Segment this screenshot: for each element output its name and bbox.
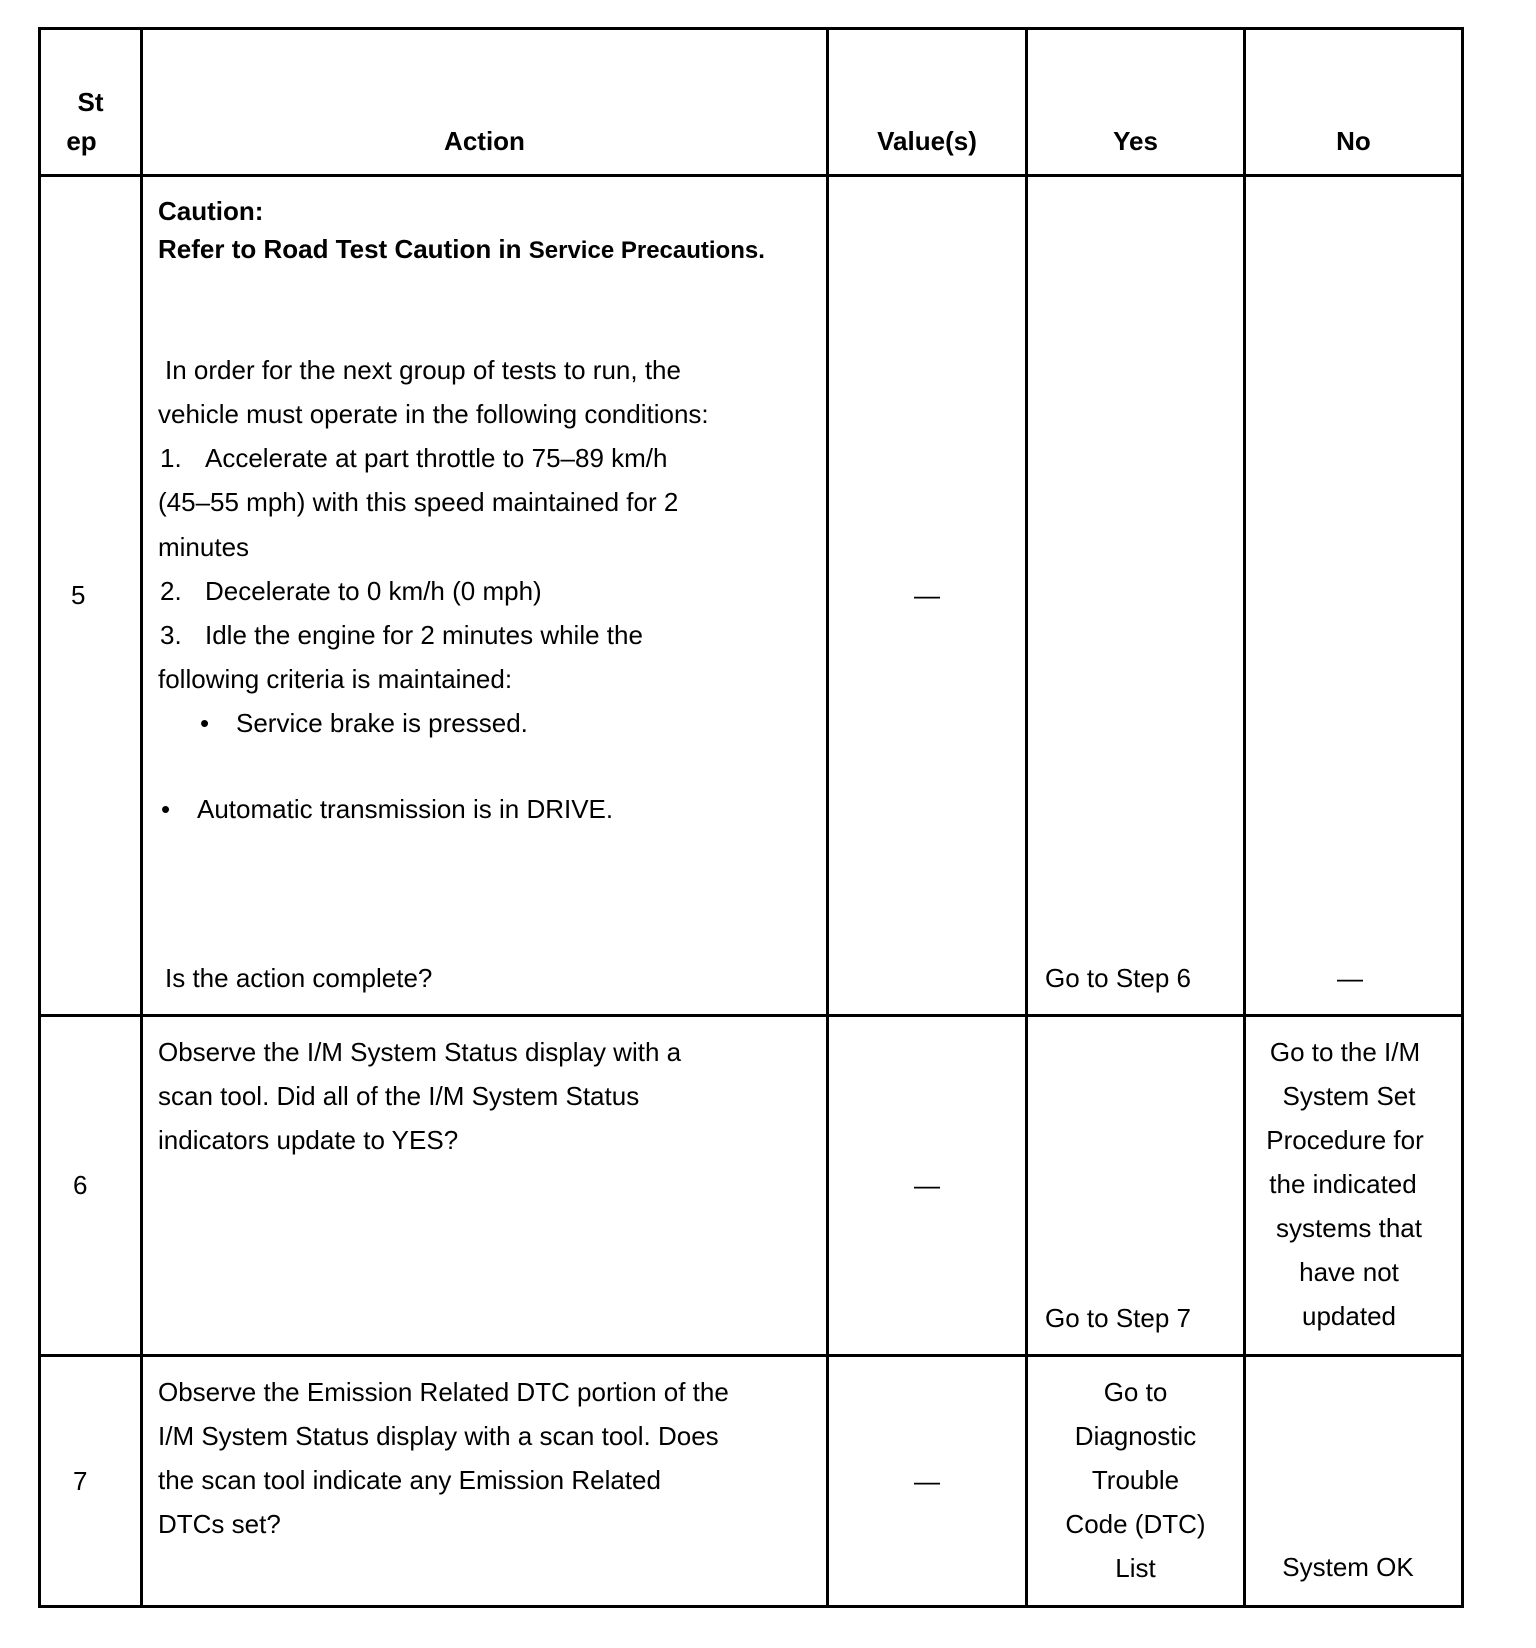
list-item-number: 3. <box>160 620 182 650</box>
no-result-line: the indicated <box>1269 1169 1417 1199</box>
yes-result-line: List <box>1115 1553 1156 1583</box>
column-divider-yes <box>1243 27 1246 1608</box>
intro-line-1: In order for the next group of tests to run, the <box>165 355 681 385</box>
header-step-line2: ep <box>66 126 97 156</box>
list-item-text: Idle the engine for 2 minutes while the <box>205 620 643 650</box>
action-line: DTCs set? <box>158 1509 281 1539</box>
no-result-line: systems that <box>1276 1213 1422 1243</box>
no-result-line: System Set <box>1282 1081 1416 1111</box>
column-divider-step <box>140 27 143 1608</box>
step-number: 6 <box>73 1170 88 1200</box>
row-5-bottom-border <box>38 1014 1464 1017</box>
yes-result: Go to Step 6 <box>1045 963 1191 993</box>
header-action: Action <box>444 126 525 156</box>
list-item-text: Decelerate to 0 km/h (0 mph) <box>205 576 542 606</box>
yes-result-line: Trouble <box>1091 1465 1180 1495</box>
step-number: 7 <box>73 1466 88 1496</box>
bullet-glyph: • <box>161 794 171 824</box>
caution-title: Caution: <box>158 196 264 226</box>
row-6-bottom-border <box>38 1354 1464 1357</box>
value-dash: — <box>914 1466 940 1496</box>
value-dash: — <box>914 580 940 610</box>
header-no: No <box>1336 126 1371 156</box>
yes-result-line: Diagnostic <box>1074 1421 1197 1451</box>
question-text: Is the action complete? <box>165 963 433 993</box>
step-number: 5 <box>71 580 86 610</box>
caution-text-a: Refer to Road Test Caution in <box>158 234 522 264</box>
list-item-number: 1. <box>160 443 182 473</box>
header-bottom-border <box>38 174 1464 177</box>
action-text <box>158 1030 681 1162</box>
no-result-line: have not <box>1299 1257 1399 1287</box>
bullet-glyph: • <box>200 708 210 738</box>
no-result <box>1246 1030 1456 1338</box>
no-result-line: Go to the I/M <box>1269 1037 1421 1067</box>
header-yes: Yes <box>1113 126 1158 156</box>
list-item-text: Accelerate at part throttle to 75–89 km/h <box>205 443 668 473</box>
list-item-continuation: minutes <box>158 532 250 562</box>
header-step-line1: St <box>77 87 104 117</box>
yes-result <box>1028 1370 1243 1590</box>
action-line: Observe the Emission Related DTC portion of the <box>158 1377 729 1407</box>
action-line: Observe the I/M System Status display with a <box>158 1037 682 1067</box>
yes-result: Go to Step 7 <box>1045 1303 1191 1333</box>
table-bottom-border <box>38 1605 1464 1608</box>
table-top-border <box>38 27 1464 30</box>
list-item-continuation: following criteria is maintained: <box>158 664 513 694</box>
value-dash: — <box>914 1170 940 1200</box>
no-result: — <box>1337 963 1363 993</box>
caution-text <box>158 227 765 273</box>
list-item-number: 2. <box>160 576 182 606</box>
action-text <box>158 1370 729 1546</box>
bullet-text: Service brake is pressed. <box>236 708 528 738</box>
no-result-line: Procedure for <box>1266 1125 1424 1155</box>
header-values: Value(s) <box>877 126 977 156</box>
intro-line-2: vehicle must operate in the following conditions: <box>158 399 709 429</box>
action-line: I/M System Status display with a scan tool. Does <box>158 1421 719 1451</box>
caution-text-b: Service Precautions. <box>528 237 765 264</box>
yes-result-line: Code (DTC) <box>1065 1509 1206 1539</box>
bullet-text: Automatic transmission is in DRIVE. <box>197 794 614 824</box>
column-divider-action <box>826 27 829 1608</box>
no-result-line: updated <box>1302 1301 1396 1331</box>
no-result: System OK <box>1282 1552 1414 1582</box>
yes-result-line: Go to <box>1103 1377 1168 1407</box>
action-line: scan tool. Did all of the I/M System Status <box>158 1081 640 1111</box>
table-right-border <box>1461 27 1464 1608</box>
list-item-continuation: (45–55 mph) with this speed maintained for 2 <box>158 487 679 517</box>
table-left-border <box>38 27 41 1608</box>
action-line: the scan tool indicate any Emission Related <box>158 1465 661 1495</box>
action-line: indicators update to YES? <box>158 1125 459 1155</box>
